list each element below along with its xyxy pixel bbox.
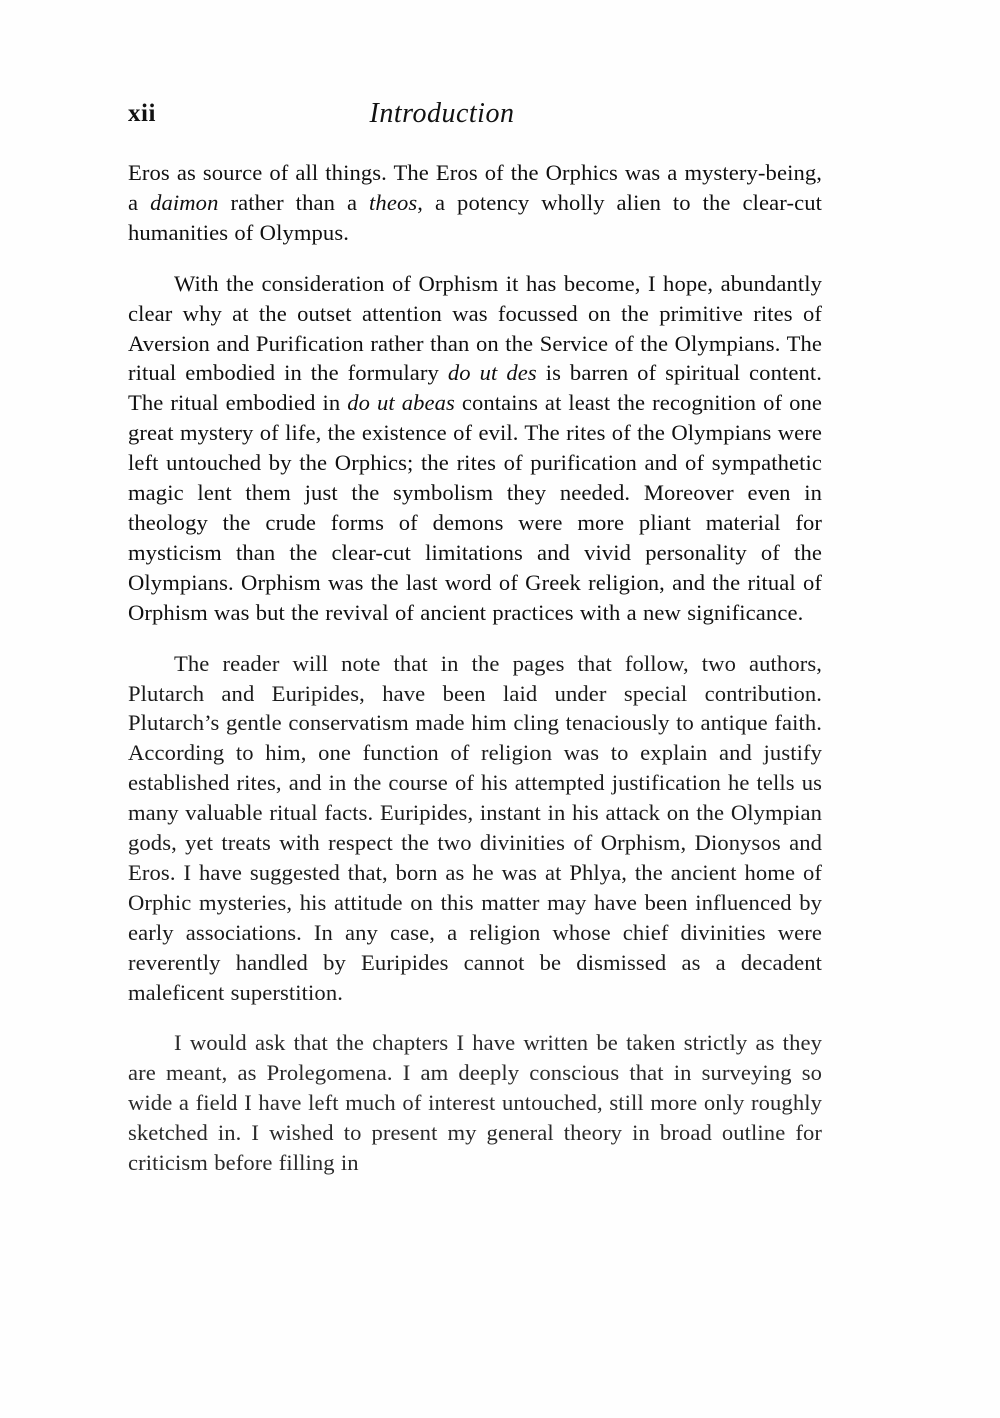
- text-run: With the consideration of Orphism it has become, I hope, abundantly clear why at the outset attention was focussed on the primitive rites of Aversion and Purification rather than on the Service of the Olympians. The ritual embodied in the formulary: [128, 270, 822, 386]
- italic-term: daimon: [150, 189, 219, 215]
- paragraph-eros: [128, 158, 822, 248]
- text-run: The reader will note that in the pages that follow, two authors, Plutarch and Euripides, have been laid under special contribution. Plutarch’s gentle conservatism made him cling tenaciously to antique faith. According to him, one function of religion was to explain and justify established rites, and in the course of his attempted justification he tells us many valuable ritual facts. Euripides, instant in his attack on the Olympian gods, yet treats with respect the two divinities of Orphism, Dionysos and Eros. I have suggested that, born as he was at Phlya, the ancient home of Orphic mysteries, his attitude on this matter may have been influenced by early associations. In any case, a religion whose chief divinities were reverently handled by Euripides cannot be dismissed as a decadent maleficent superstition.: [128, 650, 822, 1005]
- italic-term: theos: [369, 189, 418, 215]
- text-run: Eros as source of all things. The Eros of the Orphics was a mystery-being, a: [128, 160, 822, 215]
- running-head: [128, 100, 820, 140]
- italic-term: do ut abeas: [347, 390, 455, 416]
- running-head-title: Introduction: [369, 98, 515, 129]
- text-run: I would ask that the chapters I have written be taken strictly as they are meant, as Prolegomena. I am deeply conscious that in surveying so wide a field I have left much of interest untouched, still more only roughly sketched in. I wished to present my general theory in broad outline for criticism before filling in: [128, 1030, 822, 1176]
- text-run: , a potency wholly alien to the clear-cut humanities of Olympus.: [128, 189, 822, 245]
- page-folio-number: xii: [128, 100, 156, 127]
- italic-term: do ut des: [447, 360, 537, 386]
- paragraph-prolegomena: [128, 1028, 822, 1178]
- text-run: contains at least the recognition of one great mystery of life, the existence of evil. The rites of the Olympians were left untouched by the Orphics; the rites of purification and of sympathetic magic lent them just the symbolism they needed. Moreover even in theology the crude forms of demons were more pliant material for mysticism than the clear-cut limitations and vivid personality of the Olympians. Orphism was the last word of Greek religion, and the ritual of Orphism was but the revival of ancient practices with a new significance.: [128, 390, 822, 625]
- body-text-block: [128, 158, 822, 1178]
- paragraph-orphism: [128, 269, 822, 628]
- paragraph-reader: [128, 649, 822, 1008]
- text-run: rather than a: [218, 189, 370, 215]
- text-run: is barren of spiritual content. The ritual embodied in: [128, 360, 822, 416]
